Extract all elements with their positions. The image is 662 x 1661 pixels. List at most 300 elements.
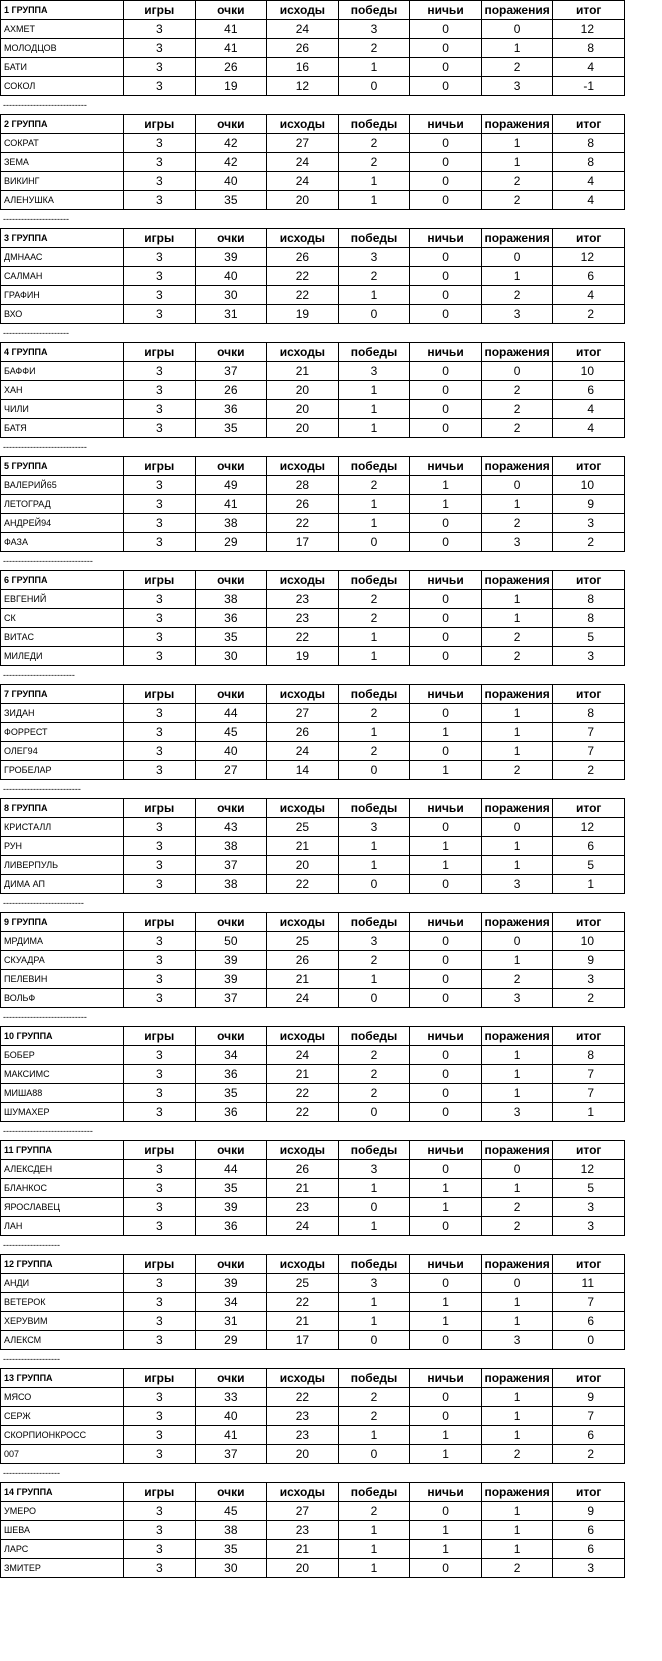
stat-cell: 1 <box>481 153 553 172</box>
stat-cell: 20 <box>267 1559 339 1578</box>
column-header: победы <box>338 229 410 248</box>
column-header: игры <box>124 1027 196 1046</box>
stat-cell: 34 <box>195 1293 267 1312</box>
stat-cell: 1 <box>338 191 410 210</box>
stat-cell: 24 <box>267 1046 339 1065</box>
player-name: АЛЕКСДЕН <box>1 1160 124 1179</box>
column-header: поражения <box>481 799 553 818</box>
group-header-row <box>1 685 625 704</box>
stat-cell: 5 <box>553 856 625 875</box>
stat-cell: 3 <box>124 267 196 286</box>
table-row <box>1 1559 625 1578</box>
stat-cell: 39 <box>195 248 267 267</box>
group-table <box>0 798 625 894</box>
player-name: СОКОЛ <box>1 77 124 96</box>
player-name: АНДРЕЙ94 <box>1 514 124 533</box>
stat-cell: 2 <box>481 1198 553 1217</box>
stat-cell: 36 <box>195 400 267 419</box>
stat-cell: 7 <box>553 1293 625 1312</box>
stat-cell: 0 <box>481 476 553 495</box>
group-header-row <box>1 1255 625 1274</box>
stat-cell: 7 <box>553 723 625 742</box>
stat-cell: 2 <box>481 58 553 77</box>
stat-cell: 1 <box>410 723 482 742</box>
stat-cell: 34 <box>195 1046 267 1065</box>
stat-cell: 26 <box>195 381 267 400</box>
stat-cell: 39 <box>195 970 267 989</box>
stat-cell: 1 <box>338 1293 410 1312</box>
stat-cell: 2 <box>481 400 553 419</box>
stat-cell: 20 <box>267 381 339 400</box>
table-row <box>1 1103 625 1122</box>
table-row <box>1 533 625 552</box>
column-header: очки <box>195 685 267 704</box>
stat-cell: 3 <box>124 191 196 210</box>
stat-cell: 14 <box>267 761 339 780</box>
stat-cell: 3 <box>124 837 196 856</box>
stat-cell: 20 <box>267 1445 339 1464</box>
stat-cell: 35 <box>195 191 267 210</box>
table-row <box>1 248 625 267</box>
group-block <box>0 1482 625 1596</box>
stat-cell: 3 <box>124 970 196 989</box>
column-header: поражения <box>481 1 553 20</box>
column-header: игры <box>124 1141 196 1160</box>
stat-cell: 1 <box>481 1388 553 1407</box>
group-block <box>0 342 625 456</box>
stat-cell: 38 <box>195 875 267 894</box>
table-row <box>1 476 625 495</box>
player-name: МИЛЕДИ <box>1 647 124 666</box>
stat-cell: 1 <box>338 628 410 647</box>
stat-cell: 1 <box>553 875 625 894</box>
stat-cell: 4 <box>553 58 625 77</box>
stat-cell: 1 <box>410 1293 482 1312</box>
stat-cell: 6 <box>553 1426 625 1445</box>
player-name: СЕРЖ <box>1 1407 124 1426</box>
group-title: 8 ГРУППА <box>1 799 124 818</box>
table-row <box>1 77 625 96</box>
stat-cell: 0 <box>410 191 482 210</box>
stat-cell: 0 <box>481 932 553 951</box>
stat-cell: 9 <box>553 495 625 514</box>
column-header: игры <box>124 115 196 134</box>
stat-cell: 40 <box>195 267 267 286</box>
stat-cell: 0 <box>481 362 553 381</box>
stat-cell: 2 <box>338 1084 410 1103</box>
stat-cell: 3 <box>124 628 196 647</box>
group-header-row <box>1 343 625 362</box>
stat-cell: 40 <box>195 172 267 191</box>
stat-cell: 3 <box>124 989 196 1008</box>
table-row <box>1 419 625 438</box>
stat-cell: 0 <box>410 39 482 58</box>
table-row <box>1 1331 625 1350</box>
stat-cell: 2 <box>338 704 410 723</box>
player-name: ГРАФИН <box>1 286 124 305</box>
table-row <box>1 723 625 742</box>
column-header: итог <box>553 115 625 134</box>
stat-cell: 3 <box>124 153 196 172</box>
stat-cell: 10 <box>553 362 625 381</box>
group-block <box>0 114 625 228</box>
stat-cell: 3 <box>124 248 196 267</box>
stat-cell: 1 <box>481 1407 553 1426</box>
stat-cell: 3 <box>124 875 196 894</box>
column-header: победы <box>338 685 410 704</box>
column-header: победы <box>338 1255 410 1274</box>
stat-cell: 3 <box>124 1559 196 1578</box>
player-name: ВХО <box>1 305 124 324</box>
stat-cell: 36 <box>195 1217 267 1236</box>
group-header-row <box>1 1369 625 1388</box>
player-name: МИША88 <box>1 1084 124 1103</box>
column-header: игры <box>124 457 196 476</box>
stat-cell: 0 <box>410 58 482 77</box>
column-header: исходы <box>267 229 339 248</box>
player-name: САЛМАН <box>1 267 124 286</box>
column-header: ничьи <box>410 685 482 704</box>
stat-cell: 3 <box>124 1445 196 1464</box>
column-header: очки <box>195 457 267 476</box>
stat-cell: 20 <box>267 856 339 875</box>
column-header: победы <box>338 1027 410 1046</box>
column-header: итог <box>553 1483 625 1502</box>
table-row <box>1 20 625 39</box>
player-name: БОБЕР <box>1 1046 124 1065</box>
stat-cell: 2 <box>481 970 553 989</box>
stat-cell: 1 <box>338 1312 410 1331</box>
table-row <box>1 989 625 1008</box>
stat-cell: 21 <box>267 1065 339 1084</box>
player-name: СКУАДРА <box>1 951 124 970</box>
player-name: ЛАН <box>1 1217 124 1236</box>
column-header: ничьи <box>410 799 482 818</box>
stat-cell: 23 <box>267 1198 339 1217</box>
stat-cell: 38 <box>195 1521 267 1540</box>
stat-cell: 1 <box>481 1084 553 1103</box>
stat-cell: 0 <box>410 1407 482 1426</box>
stat-cell: 1 <box>338 419 410 438</box>
stat-cell: 29 <box>195 1331 267 1350</box>
table-row <box>1 837 625 856</box>
stat-cell: 2 <box>338 1502 410 1521</box>
stat-cell: 3 <box>124 1331 196 1350</box>
stat-cell: 0 <box>410 381 482 400</box>
stat-cell: 2 <box>338 1388 410 1407</box>
stat-cell: 2 <box>481 1445 553 1464</box>
column-header: поражения <box>481 1369 553 1388</box>
stat-cell: 3 <box>124 172 196 191</box>
stat-cell: 3 <box>481 1103 553 1122</box>
table-row <box>1 818 625 837</box>
player-name: ОЛЕГ94 <box>1 742 124 761</box>
stat-cell: 2 <box>553 1445 625 1464</box>
separator-line: ------------------------------ <box>3 556 93 566</box>
group-block <box>0 684 625 798</box>
group-block <box>0 1026 625 1140</box>
stat-cell: 0 <box>410 248 482 267</box>
stat-cell: 2 <box>481 286 553 305</box>
stat-cell: 21 <box>267 1540 339 1559</box>
group-title: 1 ГРУППА <box>1 1 124 20</box>
stat-cell: 6 <box>553 837 625 856</box>
column-header: ничьи <box>410 115 482 134</box>
stat-cell: 12 <box>553 248 625 267</box>
stat-cell: 1 <box>481 837 553 856</box>
stat-cell: 37 <box>195 989 267 1008</box>
stat-cell: 1 <box>338 837 410 856</box>
stat-cell: -1 <box>553 77 625 96</box>
table-row <box>1 1160 625 1179</box>
stat-cell: 1 <box>410 837 482 856</box>
stat-cell: 1 <box>338 1559 410 1578</box>
group-table <box>0 1368 625 1464</box>
stat-cell: 2 <box>338 609 410 628</box>
stat-cell: 5 <box>553 1179 625 1198</box>
column-header: очки <box>195 1483 267 1502</box>
stat-cell: 1 <box>481 742 553 761</box>
stat-cell: 6 <box>553 1312 625 1331</box>
stat-cell: 24 <box>267 742 339 761</box>
stat-cell: 0 <box>410 77 482 96</box>
stat-cell: 3 <box>124 400 196 419</box>
column-header: итог <box>553 229 625 248</box>
stat-cell: 7 <box>553 742 625 761</box>
stat-cell: 35 <box>195 1179 267 1198</box>
player-name: ЗМИТЕР <box>1 1559 124 1578</box>
stat-cell: 0 <box>338 77 410 96</box>
stat-cell: 6 <box>553 1540 625 1559</box>
group-header-row <box>1 457 625 476</box>
column-header: поражения <box>481 343 553 362</box>
column-header: очки <box>195 343 267 362</box>
player-name: ЧИЛИ <box>1 400 124 419</box>
column-header: ничьи <box>410 913 482 932</box>
stat-cell: 26 <box>267 951 339 970</box>
group-title: 9 ГРУППА <box>1 913 124 932</box>
stat-cell: 0 <box>338 1331 410 1350</box>
stat-cell: 2 <box>481 381 553 400</box>
table-row <box>1 172 625 191</box>
stat-cell: 42 <box>195 153 267 172</box>
column-header: очки <box>195 1 267 20</box>
group-header-row <box>1 913 625 932</box>
column-header: очки <box>195 913 267 932</box>
stat-cell: 12 <box>553 818 625 837</box>
stat-cell: 0 <box>410 1084 482 1103</box>
group-table <box>0 228 625 324</box>
table-row <box>1 153 625 172</box>
stat-cell: 27 <box>195 761 267 780</box>
stat-cell: 1 <box>481 1502 553 1521</box>
column-header: поражения <box>481 229 553 248</box>
column-header: ничьи <box>410 343 482 362</box>
stat-cell: 25 <box>267 818 339 837</box>
stat-cell: 41 <box>195 495 267 514</box>
stat-cell: 26 <box>267 248 339 267</box>
table-row <box>1 1065 625 1084</box>
player-name: ВОЛЬФ <box>1 989 124 1008</box>
stat-cell: 0 <box>410 514 482 533</box>
stat-cell: 40 <box>195 1407 267 1426</box>
table-row <box>1 1217 625 1236</box>
column-header: исходы <box>267 1141 339 1160</box>
player-name: ЕВГЕНИЙ <box>1 590 124 609</box>
stat-cell: 1 <box>481 1521 553 1540</box>
stat-cell: 3 <box>124 1160 196 1179</box>
stat-cell: 2 <box>481 1559 553 1578</box>
stat-cell: 37 <box>195 362 267 381</box>
stat-cell: 16 <box>267 58 339 77</box>
column-header: игры <box>124 1483 196 1502</box>
stat-cell: 1 <box>481 1426 553 1445</box>
stat-cell: 6 <box>553 1521 625 1540</box>
separator-line: ------------------------------ <box>3 1126 93 1136</box>
stat-cell: 1 <box>338 723 410 742</box>
stat-cell: 3 <box>124 1103 196 1122</box>
column-header: ничьи <box>410 1141 482 1160</box>
group-table <box>0 1140 625 1236</box>
stat-cell: 24 <box>267 172 339 191</box>
stat-cell: 8 <box>553 704 625 723</box>
group-table <box>0 0 625 96</box>
column-header: игры <box>124 913 196 932</box>
stat-cell: 0 <box>410 628 482 647</box>
stat-cell: 29 <box>195 533 267 552</box>
stat-cell: 21 <box>267 837 339 856</box>
column-header: итог <box>553 799 625 818</box>
column-header: итог <box>553 1255 625 1274</box>
stat-cell: 1 <box>481 590 553 609</box>
stat-cell: 1 <box>410 1540 482 1559</box>
table-row <box>1 39 625 58</box>
stat-cell: 17 <box>267 1331 339 1350</box>
column-header: победы <box>338 1483 410 1502</box>
stat-cell: 30 <box>195 647 267 666</box>
stat-cell: 3 <box>124 742 196 761</box>
column-header: очки <box>195 571 267 590</box>
stat-cell: 35 <box>195 419 267 438</box>
player-name: АЛЕНУШКА <box>1 191 124 210</box>
player-name: АЛЕКСМ <box>1 1331 124 1350</box>
column-header: поражения <box>481 457 553 476</box>
stat-cell: 1 <box>410 856 482 875</box>
stat-cell: 24 <box>267 20 339 39</box>
stat-cell: 23 <box>267 1521 339 1540</box>
column-header: исходы <box>267 799 339 818</box>
stat-cell: 26 <box>267 723 339 742</box>
player-name: МРДИМА <box>1 932 124 951</box>
stat-cell: 12 <box>267 77 339 96</box>
stat-cell: 3 <box>124 1084 196 1103</box>
column-header: поражения <box>481 1483 553 1502</box>
group-header-row <box>1 1 625 20</box>
column-header: победы <box>338 571 410 590</box>
stat-cell: 3 <box>338 248 410 267</box>
stat-cell: 3 <box>338 932 410 951</box>
stat-cell: 3 <box>553 1559 625 1578</box>
stat-cell: 0 <box>338 761 410 780</box>
stat-cell: 0 <box>338 1445 410 1464</box>
stat-cell: 10 <box>553 932 625 951</box>
column-header: исходы <box>267 571 339 590</box>
stat-cell: 1 <box>338 495 410 514</box>
stat-cell: 2 <box>553 761 625 780</box>
column-header: игры <box>124 685 196 704</box>
player-name: ЛАРС <box>1 1540 124 1559</box>
column-header: ничьи <box>410 229 482 248</box>
stat-cell: 22 <box>267 267 339 286</box>
stat-cell: 3 <box>124 286 196 305</box>
stat-cell: 9 <box>553 1388 625 1407</box>
column-header: победы <box>338 1 410 20</box>
stat-cell: 2 <box>338 951 410 970</box>
group-block <box>0 570 625 684</box>
column-header: итог <box>553 457 625 476</box>
column-header: победы <box>338 1141 410 1160</box>
table-row <box>1 1179 625 1198</box>
separator-line: ------------------- <box>3 1468 60 1478</box>
column-header: исходы <box>267 1369 339 1388</box>
table-row <box>1 856 625 875</box>
stat-cell: 0 <box>410 1502 482 1521</box>
stat-cell: 0 <box>410 533 482 552</box>
table-row <box>1 1445 625 1464</box>
stat-cell: 0 <box>410 875 482 894</box>
stat-cell: 1 <box>338 172 410 191</box>
stat-cell: 0 <box>338 875 410 894</box>
separator-line <box>0 1578 625 1596</box>
player-name: ФАЗА <box>1 533 124 552</box>
stat-cell: 3 <box>124 609 196 628</box>
stat-cell: 0 <box>338 533 410 552</box>
stat-cell: 0 <box>410 172 482 191</box>
column-header: игры <box>124 571 196 590</box>
table-row <box>1 1198 625 1217</box>
stat-cell: 0 <box>481 20 553 39</box>
stat-cell: 31 <box>195 305 267 324</box>
stat-cell: 3 <box>124 476 196 495</box>
stat-cell: 7 <box>553 1084 625 1103</box>
stat-cell: 1 <box>410 1426 482 1445</box>
separator-line: ------------------------ <box>3 670 75 680</box>
column-header: итог <box>553 913 625 932</box>
stat-cell: 1 <box>338 970 410 989</box>
table-row <box>1 1312 625 1331</box>
stat-cell: 3 <box>124 1407 196 1426</box>
stat-cell: 7 <box>553 1065 625 1084</box>
stat-cell: 26 <box>267 495 339 514</box>
stat-cell: 1 <box>481 495 553 514</box>
table-row <box>1 970 625 989</box>
stat-cell: 1 <box>481 1540 553 1559</box>
stat-cell: 24 <box>267 153 339 172</box>
table-row <box>1 1407 625 1426</box>
stat-cell: 2 <box>338 742 410 761</box>
stat-cell: 1 <box>410 1179 482 1198</box>
player-name: УМЕРО <box>1 1502 124 1521</box>
stat-cell: 2 <box>338 267 410 286</box>
stat-cell: 1 <box>481 856 553 875</box>
column-header: игры <box>124 1369 196 1388</box>
stat-cell: 1 <box>481 1179 553 1198</box>
column-header: очки <box>195 1027 267 1046</box>
column-header: исходы <box>267 1027 339 1046</box>
stat-cell: 2 <box>338 476 410 495</box>
stat-cell: 1 <box>338 856 410 875</box>
stat-cell: 2 <box>553 989 625 1008</box>
